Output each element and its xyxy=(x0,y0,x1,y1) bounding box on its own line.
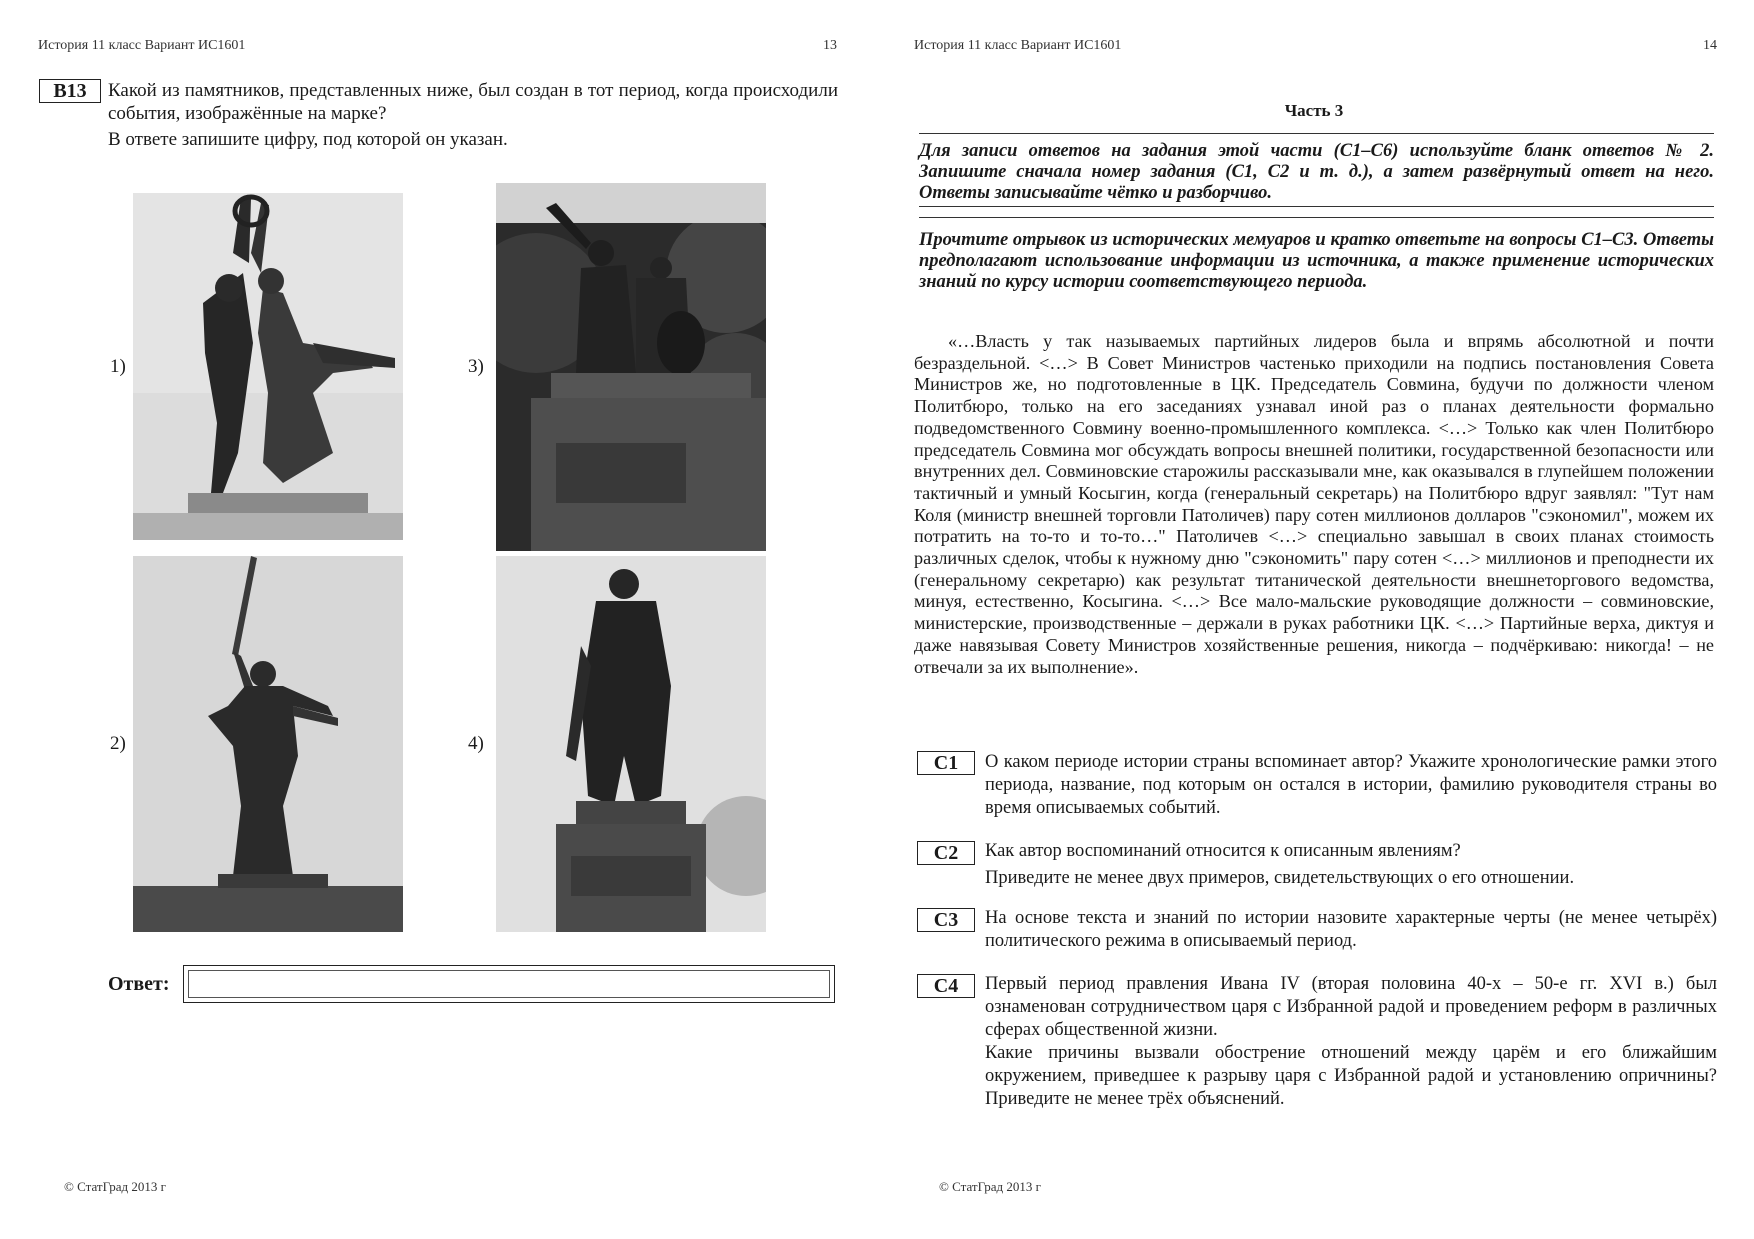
question-text: Как автор воспоминаний относится к описанным явлениям? xyxy=(985,841,1461,861)
task-question: Какой из памятников, представленных ниже, был создан в тот период, когда происходили события, изображённые на марке? xyxy=(108,80,838,124)
right-page xyxy=(877,0,1754,1239)
task-label-c1: С1 xyxy=(917,751,975,775)
page-number: 13 xyxy=(823,38,837,53)
monument-pushkin-icon xyxy=(496,556,766,932)
page-footer: © СтатГрад 2013 г xyxy=(939,1179,1041,1194)
answer-field[interactable] xyxy=(183,965,835,1003)
photo-option-3 xyxy=(496,183,766,551)
instruction-read-excerpt: Прочтите отрывок из исторических мемуаров и кратко ответьте на вопросы С1–С3. Ответы предполагают использование информации из источника, а также применение исторических знаний по курсу истории соответствующего периода. xyxy=(919,230,1714,292)
page-header: История 11 класс Вариант ИС1601 xyxy=(914,38,1122,53)
question-c4 xyxy=(985,973,1717,1111)
question-c1 xyxy=(985,751,1717,820)
photo-option-2 xyxy=(133,556,403,932)
page-header: История 11 класс Вариант ИС1601 xyxy=(38,38,246,53)
option-label-1: 1) xyxy=(110,356,126,377)
page-number: 14 xyxy=(1703,38,1717,53)
divider xyxy=(919,133,1714,134)
task-label-c2: С2 xyxy=(917,841,975,865)
task-label-b13: B13 xyxy=(39,79,101,103)
photo-option-4 xyxy=(496,556,766,932)
instruction-answer-form: Для записи ответов на задания этой части (С1–С6) используйте бланк ответов № 2. Запишите сначала номер задания (С1, С2 и т. д.), а затем развёрнутый ответ на него. Ответы записывайте чётко и разборчиво. xyxy=(919,141,1714,203)
question-text: Первый период правления Ивана IV (вторая половина 40-х – 50-е гг. XVI в.) был ознаменован сотрудничеством царя с Избранной радой и проведением реформ в различных сферах общественной жизни. xyxy=(985,974,1717,1040)
monument-motherland-calls-icon xyxy=(133,556,403,932)
option-label-2: 2) xyxy=(110,733,126,754)
part-title: Часть 3 xyxy=(1284,101,1344,120)
divider xyxy=(919,217,1714,218)
question-text: Приведите не менее двух примеров, свидетельствующих о его отношении. xyxy=(985,868,1575,888)
answer-field-inner xyxy=(188,970,830,998)
memoir-excerpt: «…Власть у так называемых партийных лидеров была и впрямь абсолютной и почти безраздельной. <…> В Совет Министров частенько приходили на подпись постановления Совета Министров же, но подготовленные в ЦК. Председатель Совмина, будучи по должности членом Политбюро, только на его заседаниях узнавал иной раз о планах деятельности формально подведомственного Совмину военно-промышленного комплекса. <…> Только как член Политбюро председатель Совмина мог обсуждать вопросы внешней политики, государственной безопасности или внутренних дел. Совминовские старожилы рассказывали мне, как оказывался в глупейшем положении тактичный и умный Косыгин, когда (генеральный секретарь) на Политбюро вдруг заявлял: "Тут нам Коля (министр внешней торговли Патоличев) пару сотен миллионов долларов "сэкономил", можем их потратить на то-то и то-то…" Патоличев <…> специально завышал в своих планах стоимость различных сделок, чтобы к нужному дню "сэкономить" пару сотен <…> миллионов и преподнести их (генеральному секретарю) как результат титанической деятельности внешнеторгового ведомства, минуя, естественно, Косыгина. <…> Все мало-мальские руководящие должности – совминовские, министерские, производственные – держали в руках работники ЦК. <…> Партийные верха, диктуя и даже навязывая Совету Министров хозяйственные решения, никогда – подчёркиваю: никогда! – не отвечали за их выполнение». xyxy=(914,331,1714,677)
task-label-c3: С3 xyxy=(917,908,975,932)
option-label-4: 4) xyxy=(468,733,484,754)
answer-label: Ответ: xyxy=(108,973,170,995)
monument-minin-pozharsky-icon xyxy=(496,183,766,551)
task-instruction: В ответе запишите цифру, под которой он указан. xyxy=(108,129,508,150)
divider xyxy=(919,206,1714,207)
option-label-3: 3) xyxy=(468,356,484,377)
page-footer: © СтатГрад 2013 г xyxy=(64,1179,166,1194)
question-c3 xyxy=(985,907,1717,953)
photo-option-1 xyxy=(133,193,403,540)
question-text: Какие причины вызвали обострение отношений между царём и его ближайшим окружением, приведшее к разрыву царя с Избранной радой и установлению опричнины? Приведите не менее трёх объяснений. xyxy=(985,1043,1717,1109)
question-text: О каком периоде истории страны вспоминает автор? Укажите хронологические рамки этого периода, название, под которым он остался в истории, фамилию руководителя страны во время описываемых событий. xyxy=(985,752,1717,818)
task-label-c4: С4 xyxy=(917,974,975,998)
question-c2 xyxy=(985,840,1717,890)
question-text: На основе текста и знаний по истории назовите характерные черты (не менее четырёх) политического режима в описываемый период. xyxy=(985,908,1717,951)
monument-worker-kolkhoz-woman-icon xyxy=(133,193,403,540)
